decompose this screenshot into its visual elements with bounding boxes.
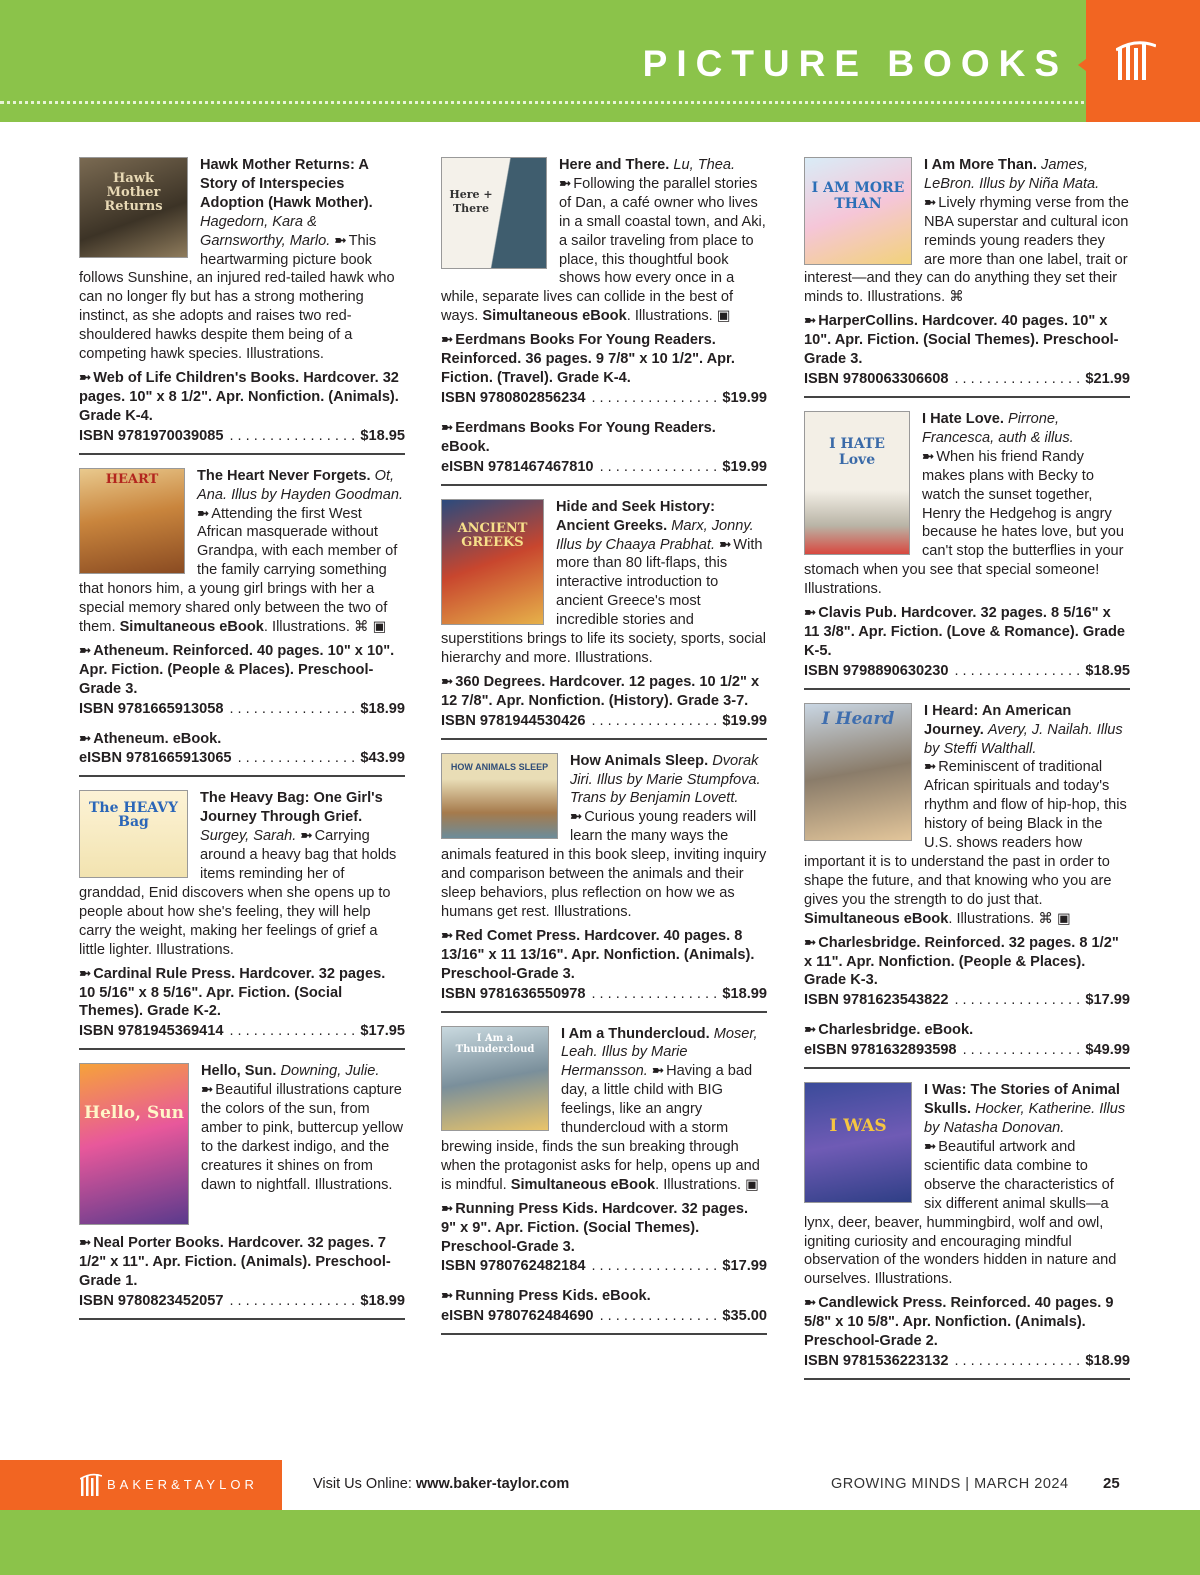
arrow-icon: ➼ [804, 313, 815, 330]
book-title: Hawk Mother Returns: A Story of Interspecies Adoption (Hawk Mother). [200, 157, 373, 211]
arrow-icon: ➼ [79, 965, 90, 982]
book-cover-image: I WAS [804, 1082, 912, 1203]
arrow-icon: ➼ [441, 1200, 452, 1217]
arrow-icon: ➼ [924, 1138, 935, 1155]
column-1 [79, 156, 405, 1332]
footer-visit: Visit Us Online: www.baker-taylor.com [313, 1476, 570, 1492]
isbn-row: eISBN 9781665913065 . . . $43.99 [79, 748, 405, 768]
arrow-icon: ➼ [79, 642, 90, 659]
book-entry [79, 156, 405, 455]
baker-taylor-logo-icon [80, 1473, 102, 1497]
arrow-icon: ➼ [197, 505, 208, 522]
book-author: Lu, Thea. [673, 157, 736, 173]
book-cover-image: I AM MORE THAN [804, 157, 912, 265]
arrow-icon: ➼ [79, 730, 90, 747]
edition-info: ➼ 360 Degrees. Hardcover. 12 pages. 10 1/2" x 12 7/8". Apr. Nonfiction. (History). Grade 3-7. [441, 673, 760, 709]
baker-taylor-logo-icon [1116, 40, 1156, 82]
book-title: How Animals Sleep. [570, 752, 709, 769]
book-entry [79, 789, 405, 1050]
brand-logo-box [1086, 0, 1200, 122]
arrow-icon: ➼ [570, 809, 581, 826]
book-entry [441, 156, 767, 486]
book-blurb: Here and There. Lu, Thea. ➼ Following the parallel stories of Dan, a café owner who lives in a small coastal town, and Aki, a sailor traveling from place to place, this thoughtful book shows how every once in a while, separate lives can collide in the best of ways. Simultaneous eBook. Illustrations. ▣ [441, 157, 766, 325]
price: $19.99 [722, 389, 767, 406]
book-blurb: I Heard: An American Journey. Avery, J. Nailah. Illus by Steffi Walthall. ➼ Reminiscent of traditional African spirituals and today's rhythm and flow of hip-hop, this history of being Black in the U.S. shows readers how important it is to understand the past in order to shape the future, and that knowing who you are gives you the strength to do just that. Simultaneous eBook. Illustrations. ⌘ ▣ [804, 702, 1127, 927]
book-cover-image: Hello, Sun [79, 1063, 189, 1225]
book-author: Hocker, Katherine. Illus by Natasha Donovan. [924, 1101, 1126, 1137]
isbn-row: eISBN 9780762484690 . . . $35.00 [441, 1306, 767, 1326]
arrow-icon: ➼ [441, 1288, 452, 1305]
page-header [0, 0, 1200, 122]
book-title: I Was: The Stories of Animal Skulls. [924, 1082, 1120, 1118]
book-entry [804, 410, 1130, 690]
arrow-icon: ➼ [300, 828, 311, 845]
book-cover-image: HOW ANIMALS SLEEP [441, 753, 558, 839]
edition-info: ➼ Charlesbridge. Reinforced. 32 pages. 8 1/2" x 11". Apr. Nonfiction. (People & Places). Grade K-3. [804, 934, 1119, 989]
book-description: This heartwarming picture book follows Sunshine, an injured red-tailed hawk who can no longer fly but has a strong mothering instinct, as she adopts and raises two red-shouldered hawks despite them being of a competing hawk species. Illustrations. [79, 232, 395, 363]
isbn-row: ISBN 9781944530426 . . . $19.99 [441, 711, 767, 731]
isbn-row: ISBN 9780802856234 . . . $19.99 [441, 388, 767, 408]
column-3 [804, 156, 1130, 1392]
edition-info: ➼ Neal Porter Books. Hardcover. 32 pages. 7 1/2" x 11". Apr. Fiction. (Animals). Preschool-Grade 1. [79, 1235, 391, 1290]
format-icons: ▣ [745, 1176, 759, 1193]
isbn-row: ISBN 9780762482184 . . . $17.99 [441, 1256, 767, 1276]
isbn-row: eISBN 9781632893598 . . . $49.99 [804, 1040, 1130, 1060]
arrow-icon: ➼ [559, 175, 570, 192]
arrow-icon: ➼ [201, 1082, 212, 1099]
section-title: PICTURE BOOKS [642, 43, 1068, 84]
footer-green-band [0, 1510, 1200, 1575]
book-cover-image: ANCIENT GREEKS [441, 499, 544, 625]
isbn-row: ISBN 9781623543822 . . . $17.99 [804, 990, 1130, 1010]
price: $18.95 [1085, 662, 1130, 679]
edition-info: ➼ Running Press Kids. Hardcover. 32 pages. 9" x 9". Apr. Fiction. (Social Themes). Preschool-Grade 3. [441, 1200, 749, 1255]
edition-info: ➼ Red Comet Press. Hardcover. 40 pages. 8 13/16" x 11 13/16". Apr. Nonfiction. (Animals). Preschool-Grade 3. [441, 927, 755, 982]
price: $17.99 [1085, 992, 1130, 1009]
simultaneous-ebook-label: Simultaneous eBook [119, 618, 264, 635]
arrow-icon: ➼ [79, 369, 90, 386]
book-blurb: I Am a Thundercloud. Moser, Leah. Illus by Marie Hermansson. ➼ Having a bad day, a little child with BIG feelings, like an angry thundercloud with a storm brewing inside, finds the sun breaking through when the protagonist asks for help, opens up and is mindful. Simultaneous eBook. Illustrations. ▣ [441, 1025, 760, 1193]
price: $17.99 [722, 1258, 767, 1275]
edition-info: ➼ Cardinal Rule Press. Hardcover. 32 pages. 10 5/16" x 8 5/16". Apr. Fiction. (Social Themes). Grade K-2. [79, 965, 386, 1020]
arrow-icon: ➼ [441, 927, 452, 944]
book-author: Avery, J. Nailah. Illus by Steffi Walthall. [924, 721, 1123, 757]
price: $18.99 [722, 985, 767, 1002]
isbn-row: ISBN 9781536223132 . . . $18.99 [804, 1351, 1130, 1371]
edition-info: ➼ Web of Life Children's Books. Hardcover. 32 pages. 10" x 8 1/2". Apr. Nonfiction. (Animals). Grade K-4. [79, 369, 399, 424]
book-cover-image: HEART [79, 468, 185, 574]
edition-info: ➼ HarperCollins. Hardcover. 40 pages. 10" x 10". Apr. Fiction. (Social Themes). Preschool-Grade 3. [804, 313, 1119, 368]
book-author: Pirrone, Francesca, auth & illus. [922, 410, 1074, 446]
book-cover-image: Here + There [441, 157, 547, 269]
book-description: Attending the first West African masquerade without Grandpa, with each member of the family carrying something that honors him, a young girl brings with her a special memory shared only between the two of them. [79, 505, 398, 635]
simultaneous-ebook-label: Simultaneous eBook [510, 1176, 656, 1193]
book-author: James, LeBron. Illus by Niña Mata. [924, 157, 1100, 192]
book-entry [441, 752, 767, 1013]
isbn-row: ISBN 9780823452057 . . . $18.99 [79, 1291, 405, 1311]
book-description: Carrying around a heavy bag that holds items reminding her of granddad, Enid discovers when she opens up to people about how she's feeling, they will help carry the weight, making her feelings of grief a little lighter. Illustrations. [79, 828, 397, 958]
arrow-icon: ➼ [651, 1063, 663, 1080]
book-blurb: The Heart Never Forgets. Ot, Ana. Illus by Hayden Goodman. ➼ Attending the first West African masquerade without Grandpa, with each member of the family carrying something that honors him, a young girl brings with her a special memory shared only between the two of them. Simultaneous eBook. Illustrations. ⌘ ▣ [79, 467, 404, 635]
book-entry [804, 156, 1130, 398]
book-author: Dvorak Jiri. Illus by Marie Stumpfova. Trans by Benjamin Lovett. [570, 752, 761, 807]
book-description: Beautiful artwork and scientific data combine to observe the characteristics of six different animal skulls—a lynx, deer, beaver, hummingbird, wolf and owl, igniting curiosity and encouraging mindful observation of the wonders hidden in nature and ourselves. Illustrations. [804, 1138, 1117, 1288]
isbn-row: ISBN 9781945369414 . . . $17.95 [79, 1021, 405, 1041]
price: $21.99 [1085, 370, 1130, 387]
price: $17.95 [360, 1023, 405, 1040]
edition-info: ➼ Clavis Pub. Hardcover. 32 pages. 8 5/16" x 11 3/8". Apr. Fiction. (Love & Romance). Grade K-5. [804, 605, 1126, 659]
page-number: 25 [1103, 1475, 1120, 1492]
footer-issue: GROWING MINDS | MARCH 2024 [831, 1476, 1069, 1492]
format-icons: ⌘ ▣ [353, 618, 387, 635]
footer-brand-bar [0, 1460, 282, 1510]
book-entry [79, 1062, 405, 1320]
book-title: I Hate Love. [922, 410, 1004, 427]
book-author: Surgey, Sarah. [200, 828, 297, 845]
arrow-icon: ➼ [924, 759, 935, 776]
arrow-icon: ➼ [804, 1295, 815, 1312]
arrow-icon: ➼ [804, 934, 815, 951]
book-cover-image: I HATE Love [804, 411, 910, 555]
book-author: Marx, Jonny. Illus by Chaaya Prabhat. [556, 517, 754, 553]
footer-brand-name: BAKER&TAYLOR [107, 1477, 258, 1492]
arrow-icon: ➼ [804, 1022, 815, 1039]
isbn-row: ISBN 9798890630230 . . . $18.95 [804, 661, 1130, 681]
arrow-icon: ➼ [441, 332, 452, 349]
format-icons: ⌘ [949, 289, 964, 306]
column-2 [441, 156, 767, 1347]
arrow-icon: ➼ [924, 194, 935, 211]
simultaneous-ebook-label: Simultaneous eBook [804, 910, 949, 927]
edition-info: ➼ Atheneum. Reinforced. 40 pages. 10" x 10". Apr. Fiction. (People & Places). Preschool-Grade 3. [79, 642, 395, 697]
book-description: With more than 80 lift-flaps, this interactive introduction to ancient Greece's most incredible stories and superstitions brings to life its society, sports, social hierarchy and more. Illustrations. [441, 536, 766, 666]
book-description: Reminiscent of traditional African spirituals and today's rhythm and flow of hip-hop, this history of being Black in the U.S. shows readers how important it is to understand the past in order to shape the future, and that knowing who you are gives you the strength to do just that. [804, 759, 1127, 908]
book-description: Beautiful illustrations capture the colors of the sun, from amber to pink, buttercup yellow to the darkest indigo, and the creatures it shines on from dawn to nightfall. Illustrations. [201, 1082, 403, 1193]
arrow-icon: ➼ [334, 232, 345, 249]
book-author: Ot, Ana. Illus by Hayden Goodman. [197, 467, 404, 503]
edition-info: ➼ Charlesbridge. eBook. [804, 1022, 974, 1039]
book-author: Hagedorn, Kara & Garnsworthy, Marlo. [200, 213, 331, 249]
book-cover-image: I Heard [804, 703, 912, 841]
book-description: Lively rhyming verse from the NBA superstar and cultural icon reminds young readers they are more than one label, trait or interest—and they can do anything they set their minds to. Illustrations. [804, 194, 1129, 306]
book-description: Curious young readers will learn the many ways the animals featured in this book sleep, inviting inquiry and comparison between the animals and their sleep behaviors, plus reflection on how we as humans get rest. Illustrations. [441, 809, 767, 920]
price: $18.99 [1085, 1352, 1130, 1369]
arrow-icon: ➼ [79, 1235, 90, 1252]
edition-info: ➼ Eerdmans Books For Young Readers. eBook. [441, 419, 716, 455]
book-cover-image: I Am a Thundercloud [441, 1026, 549, 1131]
edition-info: ➼ Eerdmans Books For Young Readers. Reinforced. 36 pages. 9 7/8" x 10 1/2". Apr. Fiction. (Travel). Grade K-4. [441, 332, 735, 386]
book-author: Downing, Julie. [280, 1063, 380, 1080]
price: $19.99 [722, 458, 767, 475]
format-icons: ▣ [716, 308, 731, 325]
arrow-icon: ➼ [804, 605, 815, 622]
arrow-icon: ➼ [719, 536, 730, 553]
simultaneous-ebook-label: Simultaneous eBook [482, 308, 627, 325]
book-title: I Heard: An American Journey. [924, 702, 1072, 738]
book-author: Moser, Leah. Illus by Marie Hermansson. [561, 1025, 758, 1080]
header-dotted-rule [0, 101, 1200, 104]
arrow-icon: ➼ [922, 448, 933, 465]
price: $18.99 [360, 1293, 405, 1310]
isbn-row: ISBN 9781665913058 . . . $18.99 [79, 699, 405, 719]
edition-info: ➼ Candlewick Press. Reinforced. 40 pages. 9 5/8" x 10 5/8". Apr. Nonfiction. (Animals). Preschool-Grade 2. [804, 1295, 1114, 1350]
price: $43.99 [360, 750, 405, 767]
isbn-row: eISBN 9781467467810 . . . $19.99 [441, 457, 767, 477]
book-title: The Heart Never Forgets. [197, 467, 371, 484]
format-icons: ⌘ ▣ [1038, 910, 1071, 927]
arrow-icon: ➼ [441, 673, 452, 690]
book-title: The Heavy Bag: One Girl's Journey Through Grief. [200, 790, 383, 826]
isbn-row: ISBN 9781970039085 . . . $18.95 [79, 426, 405, 446]
book-entry [441, 498, 767, 740]
price: $49.99 [1085, 1042, 1130, 1059]
book-entry [79, 467, 405, 778]
header-pointer-icon [1078, 59, 1086, 71]
book-description: When his friend Randy makes plans with Becky to watch the sunset together, Henry the Hedgehog is angry because he hates love, but you can't stop the butterflies in your stomach when you see that special someone! Illustrations. [804, 448, 1125, 598]
price: $35.00 [722, 1308, 767, 1325]
book-entry [441, 1025, 767, 1336]
book-title: I Am a Thundercloud. [561, 1025, 710, 1042]
edition-info: ➼ Running Press Kids. eBook. [441, 1288, 651, 1305]
book-title: Hello, Sun. [201, 1063, 277, 1080]
book-cover-image: The HEAVY Bag [79, 790, 188, 878]
book-entry [804, 702, 1130, 1070]
book-title: I Am More Than. [924, 157, 1037, 173]
website-link[interactable]: www.baker-taylor.com [415, 1476, 570, 1492]
book-description: Following the parallel stories of Dan, a café owner who lives in a small coastal town, and Aki, a sailor traveling from place to place, this thoughtful book shows how every once in a while, separate lives can collide in the best of ways. [441, 175, 766, 325]
book-title: Hide and Seek History: Ancient Greeks. [556, 498, 715, 534]
book-entry [804, 1081, 1130, 1380]
price: $18.99 [360, 700, 405, 717]
isbn-row: ISBN 9780063306608 . . . $21.99 [804, 369, 1130, 389]
price: $19.99 [722, 712, 767, 729]
arrow-icon: ➼ [441, 419, 452, 436]
book-description: Having a bad day, a little child with BIG feelings, like an angry thundercloud with a storm brewing inside, finds the sun breaking through when the protagonist asks for help, opens up and is mindful. [441, 1063, 760, 1193]
edition-info: ➼ Atheneum. eBook. [79, 730, 222, 747]
book-title: Here and There. [559, 157, 670, 173]
price: $18.95 [360, 427, 405, 444]
book-cover-image: Hawk Mother Returns [79, 157, 188, 258]
isbn-row: ISBN 9781636550978 . . . $18.99 [441, 984, 767, 1004]
